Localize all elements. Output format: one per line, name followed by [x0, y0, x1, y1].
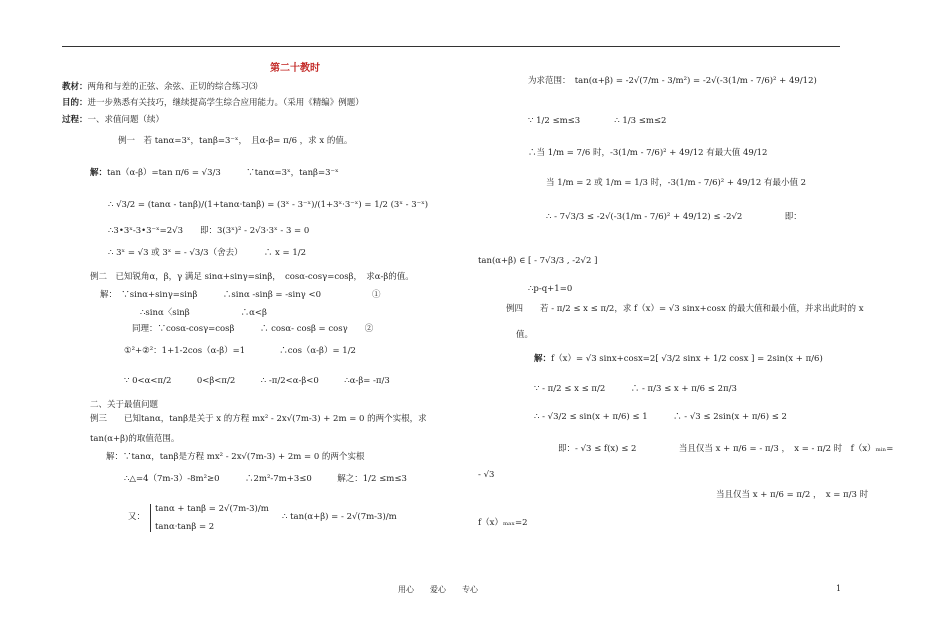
solution-1-line-2: ∴ √3/2 = (tanα - tanβ)/(1+tanα·tanβ) = (3ˣ - 3⁻ˣ)/(1+3ˣ·3⁻ˣ) = 1/2 (3ˣ - 3⁻ˣ)	[108, 200, 429, 210]
solution-3-tan-sum: ∴ tan(α+β) = - 2√(7m-3)/m	[282, 512, 397, 522]
max-value-line: ∴当 1/m = 7/6 时，-3(1/m - 7/6)² + 49/12 有最大值 49/12	[528, 148, 768, 158]
solution-1-line-1: 解：tan（α-β）=tan π/6 = √3/3 ∵tanα=3ˣ，tanβ=3⁻ˣ	[90, 168, 339, 178]
max-condition: 当且仅当 x + π/6 = π/2 ， x = π/3 时	[716, 490, 869, 500]
solution-2-line-3: 同理：∵cosα-cosγ=cosβ ∴ cosα- cosβ = cosγ ②	[132, 324, 374, 334]
process-line: 过程：一、求值问题（续）	[62, 115, 165, 125]
solution-1-line-3: ∴3•3ˣ-3•3⁻ˣ=2√3 即：3(3ˣ)² - 2√3·3ˣ - 3 = 0	[108, 226, 310, 236]
range-expression: 为求范围： tan(α+β) = -2√(7/m - 3/m²) = -2√(-3(1/m - 7/6)² + 49/12)	[528, 76, 817, 86]
header-rule	[62, 46, 840, 47]
solution-4-line-4: 即：- √3 ≤ f(x) ≤ 2 当且仅当 x + π/6 = - π/3 ， x = - π/2 时 f（x）ₘᵢₙ=	[558, 444, 894, 454]
objective-line: 目的：进一步熟悉有关技巧，继续提高学生综合应用能力。（采用《精编》例题）	[62, 98, 364, 108]
solution-4-line-2: ∵ - π/2 ≤ x ≤ π/2 ∴ - π/3 ≤ x + π/6 ≤ 2π/3	[534, 384, 737, 394]
solution-2-line-5: ∵ 0<α<π/2 0<β<π/2 ∴ -π/2<α-β<0 ∴α-β= -π/3	[124, 376, 390, 386]
tan-sum-range: tan(α+β) ∈ [ - 7√3/3 , -2√2 ]	[478, 256, 598, 266]
pq-relation: ∴p-q+1=0	[528, 284, 573, 294]
solution-2-line-4: ①²+②²：1+1-2cos（α-β）=1 ∴cos（α-β）= 1/2	[124, 346, 356, 356]
solution-4-line-3: ∴ - √3/2 ≤ sin(x + π/6) ≤ 1 ∴ - √3 ≤ 2sin(x + π/6) ≤ 2	[534, 412, 787, 422]
system-of-equations: tanα + tanβ = 2√(7m-3)/m tanα·tanβ = 2	[150, 504, 269, 532]
solution-4-line-1: 解：f（x）= √3 sinx+cosx=2[ √3/2 sinx + 1/2 cosx ] = 2sin(x + π/6)	[534, 354, 823, 364]
min-value: - √3	[478, 470, 495, 480]
solution-2-line-1: 解： ∵sinα+sinγ=sinβ ∴sinα -sinβ = -sinγ <0 ①	[100, 290, 381, 300]
solution-3-also: 又：	[128, 512, 146, 522]
section-2-heading: 二、关于最值问题	[90, 400, 159, 410]
m-range: ∵ 1/2 ≤m≤3 ∴ 1/3 ≤m≤2	[528, 116, 667, 126]
page-title: 第二十教时	[270, 63, 320, 74]
example-4-cont: 值。	[516, 330, 534, 340]
material-line: 教材：两角和与差的正弦、余弦、正切的综合练习⑶	[62, 82, 258, 92]
min-value-line: 当 1/m = 2 或 1/m = 1/3 时，-3(1/m - 7/6)² + 49/12 有最小值 2	[546, 178, 807, 188]
footer-motto: 用心 爱心 专心	[398, 585, 478, 594]
example-4: 例四 若 - π/2 ≤ x ≤ π/2，求 f（x）= √3 sinx+cosx 的最大值和最小值，并求出此时的 x	[506, 304, 864, 314]
range-inequality: ∴ - 7√3/3 ≤ -2√(-3(1/m - 7/6)² + 49/12) ≤ -2√2 即：	[546, 212, 802, 222]
max-value: f（x）ₘₐₓ=2	[478, 518, 528, 528]
solution-1-line-4: ∴ 3ˣ = √3 或 3ˣ = - √3/3（舍去） ∴ x = 1/2	[108, 248, 307, 258]
example-3: 例三 已知tanα，tanβ是关于 x 的方程 mx² - 2x√(7m-3) + 2m = 0 的两个实根，求	[90, 414, 427, 424]
example-1: 例一 若 tanα=3ˣ，tanβ=3⁻ˣ， 且α-β= π/6 ，求 x 的值。	[118, 136, 353, 146]
solution-3-line-1: 解：∵tanα，tanβ是方程 mx² - 2x√(7m-3) + 2m = 0 的两个实根	[106, 452, 365, 462]
example-2: 例二 已知锐角α，β，γ 满足 sinα+sinγ=sinβ， cosα-cosγ=cosβ， 求α-β的值。	[90, 272, 414, 282]
example-3-cont: tan(α+β)的取值范围。	[90, 434, 180, 444]
page-number: 1	[836, 584, 842, 593]
solution-2-line-2: ∴sinα〈sinβ ∴α<β	[140, 308, 267, 318]
solution-3-line-2: ∴△=4（7m-3）-8m²≥0 ∴2m²-7m+3≤0 解之：1/2 ≤m≤3	[124, 474, 407, 484]
